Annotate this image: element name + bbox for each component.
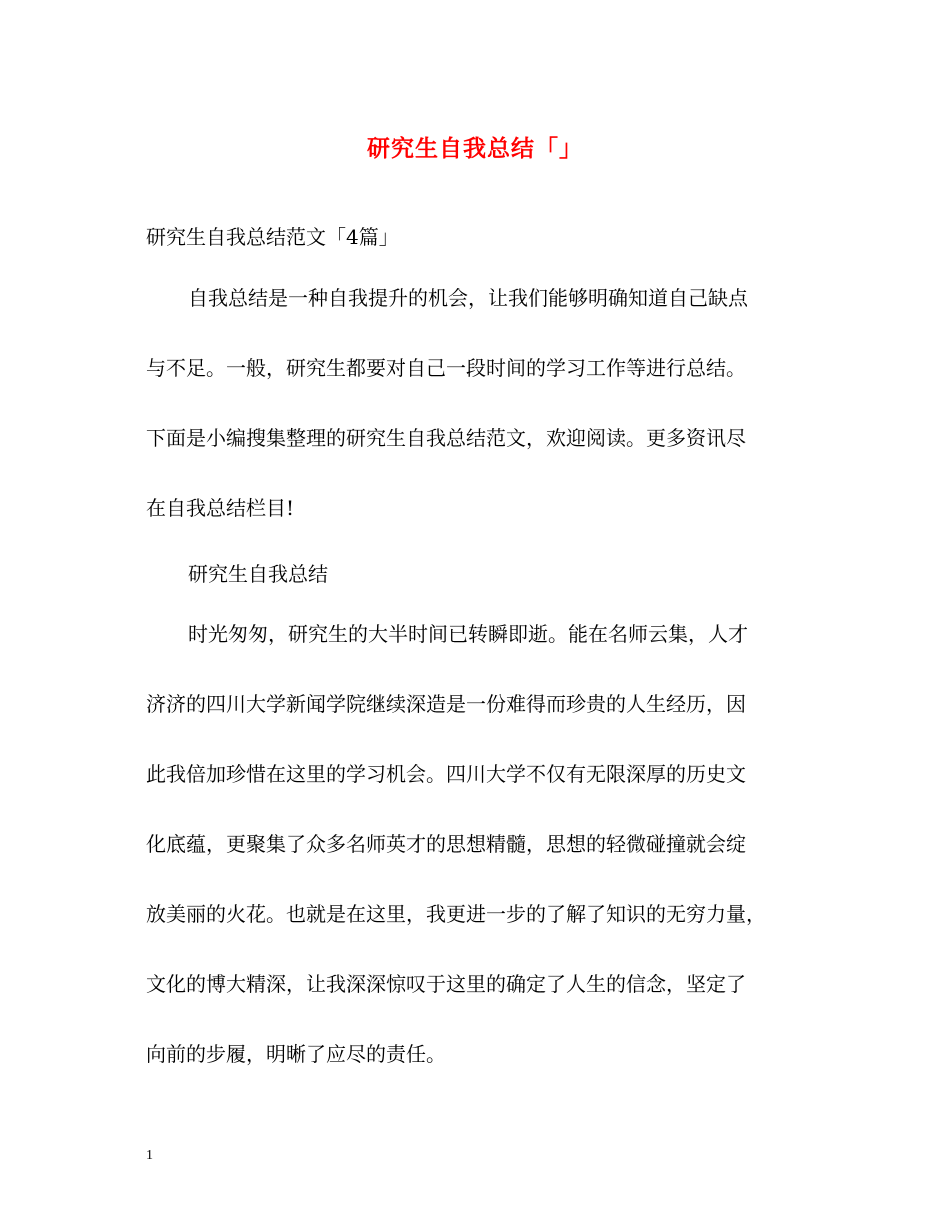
section-heading: 研究生自我总结 <box>188 562 328 586</box>
intro-paragraph-line: 自我总结是一种自我提升的机会，让我们能够明确知道自己缺点 <box>188 286 748 310</box>
body-paragraph-line: 向前的步履，明晰了应尽的责任。 <box>146 1042 446 1066</box>
body-paragraph-line: 化底蕴，更聚集了众多名师英才的思想精髓，思想的轻微碰撞就会绽 <box>146 832 746 856</box>
body-paragraph-line: 济济的四川大学新闻学院继续深造是一份难得而珍贵的人生经历，因 <box>146 692 746 716</box>
body-paragraph-line: 放美丽的火花。也就是在这里，我更进一步的了解了知识的无穷力量， <box>146 902 766 926</box>
document-subtitle: 研究生自我总结范文「4篇」 <box>146 225 399 249</box>
document-title: 研究生自我总结「」 <box>367 135 583 162</box>
intro-paragraph-line: 在自我总结栏目! <box>146 496 295 520</box>
body-paragraph-line: 时光匆匆，研究生的大半时间已转瞬即逝。能在名师云集，人才 <box>188 622 748 646</box>
body-paragraph-line: 此我倍加珍惜在这里的学习机会。四川大学不仅有无限深厚的历史文 <box>146 762 746 786</box>
intro-paragraph-line: 与不足。一般，研究生都要对自己一段时间的学习工作等进行总结。 <box>146 356 746 380</box>
body-paragraph-line: 文化的博大精深，让我深深惊叹于这里的确定了人生的信念，坚定了 <box>146 972 746 996</box>
page-number: 1 <box>146 1148 153 1163</box>
intro-paragraph-line: 下面是小编搜集整理的研究生自我总结范文，欢迎阅读。更多资讯尽 <box>146 426 746 450</box>
